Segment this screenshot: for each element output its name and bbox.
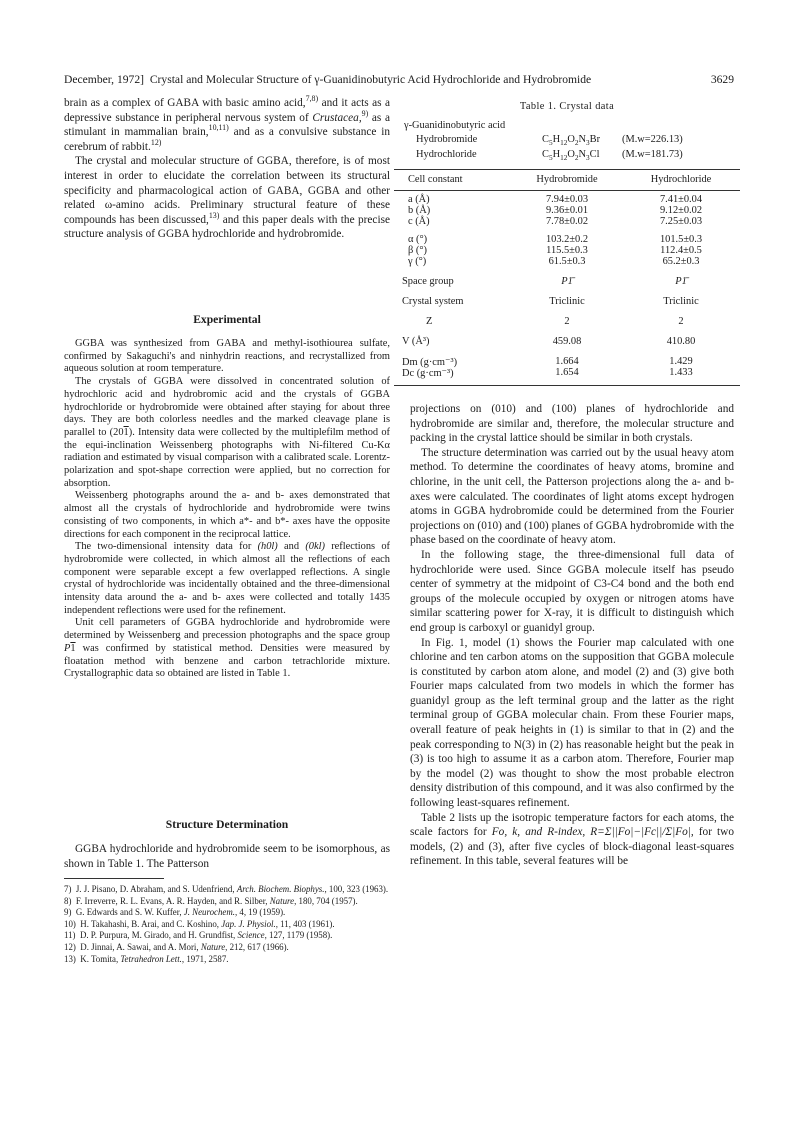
footnote-rule — [64, 878, 164, 879]
col-header: Cell constant — [408, 174, 463, 185]
reference-item: 10) H. Takahashi, B. Arai, and C. Koshino, Jap. J. Physiol., 11, 403 (1961). — [64, 918, 335, 929]
table-row: a (Å) 7.94±0.03 7.41±0.04 — [408, 194, 703, 205]
sd-paragraph-1: GGBA hydrochloride and hydrobromide seem to be isomorphous, as shown in Table 1. The Patterson — [64, 843, 390, 870]
table-header-row — [394, 174, 740, 187]
table-top-rule — [394, 169, 740, 170]
exp-paragraph-2a: The crystals of GGBA were dissolved in concentrated solution of hydrochloric acid and hydrobromic acid and the crystals of GGBA hydrochloride or hydrobromide were obtained after staying for about three days. They are both colorless needles and the marked cleavage plane is parallel to (20 — [64, 376, 390, 438]
exp-paragraph-5b: was confirmed by statistical method. Densities were measured by floatation method with benzene and carbon tetrachloride mixture. Crystallographic data so obtained are listed in Table 1. — [64, 642, 390, 680]
space-group-symbol: P — [64, 642, 71, 654]
intro-italic: Crustacea, — [312, 111, 362, 124]
conjunction: and — [277, 541, 306, 553]
exp-paragraph-4a: The two-dimensional intensity data for — [75, 541, 258, 553]
reference-item: 8) F. Irreverre, R. L. Evans, A. R. Hayden, and R. Silber, Nature, 180, 704 (1957). — [64, 895, 358, 906]
index-0kl: (0kl) — [305, 541, 325, 553]
reference-item: 9) G. Edwards and S. W. Kuffer, J. Neurochem., 4, 19 (1959). — [64, 907, 286, 918]
symbol-fo: Fo — [491, 826, 505, 839]
rc-paragraph-3: In the following stage, the three-dimensional full data of hydrochloride were used. Since GGBA molecule itself has pseudo center of symmetry at the midpoint of C3-C4 bond and the both end groups of the molecule occupied by oxygen or nitrogen atoms have similar scattering power for X-ray, it is difficult to distinguish which end group is carboxyl or guanidyl group. — [410, 548, 734, 634]
hbr-mw: (M.w=226.13) — [622, 134, 683, 145]
rc-paragraph-5b: for two models, (2) and (3), after five cycles of block-diagonal least-squares refinement. In this table, several features will be — [410, 826, 734, 868]
r-index-formula: , k, and R-index, R=Σ||Fo|−|Fc||/Σ|Fo|, — [504, 826, 699, 839]
overbar-one: 1 — [123, 426, 129, 438]
right-column-text — [410, 402, 734, 869]
intro-text-3: as a stimulant in mammalian brain, — [64, 111, 390, 139]
table-row: Crystal system Triclinic Triclinic — [402, 296, 699, 307]
hcl-label: Hydrochloride — [416, 149, 477, 160]
exp-paragraph-2b: ). Intensity data were collected by the multiplefilm method of the equi-inclination Weissenberg photographs with Ni-filtered Cu-Kα radiation and estimated by visual comparison with a calibrated scale. Lorentz-polarization and spot-shape correction were applied, but no correction for absorption. — [64, 426, 390, 489]
running-header — [64, 73, 734, 86]
col-header: Hydrochloride — [650, 174, 712, 185]
table-row: Z 2 2 — [426, 316, 684, 327]
reference-item: 11) D. P. Purpura, M. Girado, and H. Grundfist, Science, 127, 1179 (1958). — [64, 930, 333, 941]
overbar-one: 1 — [70, 642, 76, 654]
rc-paragraph-2: The structure determination was carried out by the usual heavy atom method. To determine the coordinates of heavy atoms, bromine and chlorine, in the unit cell, the Patterson projections along the a- and b- axes were calculated. The coordinates of light atoms except hydrogen atoms in GGBA hydrobromide could be determined from the Fourier projections on (010) and (100) planes of GGBA hydrobromide with the phase based on the coordinate of heavy atom. — [410, 446, 734, 547]
intro-paragraph — [64, 96, 390, 242]
rc-paragraph-1: projections on (010) and (100) planes of hydrochloride and hydrobromide are similar and, therefore, the molecular structure and packing in the crystal lattice should be similar in both crystals. — [410, 403, 734, 445]
header-rule — [394, 190, 740, 191]
intro-text-1: brain as a complex of GABA with basic amino acid, — [64, 97, 306, 109]
ref-mark: 13) — [208, 210, 220, 220]
structure-determination-heading: Structure Determination — [165, 818, 289, 831]
table-row: Space group P1̄ P1̄ — [402, 276, 687, 287]
table-row: γ (°) 61.5±0.3 65.2±0.3 — [408, 256, 700, 267]
reference-list — [64, 884, 390, 965]
ref-mark: 12) — [150, 138, 162, 148]
header-title: Crystal and Molecular Structure of γ-Guanidinobutyric Acid Hydrochloride and Hydrobromide — [149, 73, 592, 86]
index-h0l: (h0l) — [257, 541, 278, 553]
rc-paragraph-5a: Table 2 lists up the isotropic temperature factors for each atoms, the scale factors for — [410, 811, 734, 839]
exp-paragraph-1: GGBA was synthesized from GABA and methyl-isothiourea sulfate, confirmed by Sakaguchi's and ninhydrin reactions, and recrystallized from aqueous solution at room temperature. — [64, 338, 390, 375]
experimental-heading: Experimental — [193, 313, 261, 326]
intro-text-2: and it acts as a depressive substance in peripheral nervous system of — [64, 97, 390, 124]
exp-paragraph-5a: Unit cell parameters of GGBA hydrochloride and hydrobromide were determined by Weissenberg and precession photographs and the space group — [64, 617, 390, 642]
ref-mark: 7,8) — [305, 94, 319, 104]
para2-text-a: The crystal and molecular structure of GGBA, therefore, is of most interest in order to elucidate the correlation between its structural specificity and pharmacological action of GABA, GGBA and other related ω-amino acids. Preliminary structural feature of these compounds has been discussed, — [64, 155, 390, 226]
para2-text-b: and this paper deals with the precise structure analysis of GGBA hydrochloride and hydrobromide. — [64, 213, 390, 241]
table-row: b (Å) 9.36±0.01 9.12±0.02 — [408, 205, 703, 216]
reference-item: 12) D. Jinnai, A. Sawai, and A. Mori, Nature, 212, 617 (1966). — [64, 941, 289, 952]
table-row: α (°) 103.2±0.2 101.5±0.3 — [408, 234, 703, 245]
reference-item: 7) J. J. Pisano, D. Abraham, and S. Udenfriend, Arch. Biochem. Biophys., 100, 323 (1963). — [64, 884, 389, 894]
ref-mark: 10,11) — [208, 123, 229, 133]
compound-name: γ-Guanidinobutyric acid — [404, 120, 506, 131]
table-row: Dm (g·cm⁻³) 1.664 1.429 — [402, 356, 693, 368]
experimental-section — [64, 338, 390, 681]
hbr-label: Hydrobromide — [416, 134, 478, 145]
rc-paragraph-4: In Fig. 1, model (1) shows the Fourier map calculated with one chlorine and ten carbon atoms on the supposition that GGBA molecule is constituted by carbon atom alone, and model (2) and (3) give both Fourier maps calculated from two models in which the former has guanidyl group as the left terminal group and the latter as the right terminal group of GGBA molecular chain. From these Fourier maps, overall feature of peak heights in (1) is similar to that in (2) and the peak corresponding to N(3) in (2) has reasonable height but the peak in (3) is too high to assume it as a carbon atom. Therefore, Fourier map by the model (2) was thought to show the most probable electron density distribution of this compound, and it was also confirmed by the following least-squares refinement. — [410, 636, 734, 810]
table-caption: Table 1. Crystal data — [519, 101, 615, 112]
hcl-formula: $C_5H_{12}O_2N_3Cl$ — [542, 149, 600, 163]
ref-mark: 9) — [361, 108, 369, 118]
intro-text-4: and as a convulsive substance in cerebrum of rabbit. — [64, 126, 390, 153]
hcl-mw: (M.w=181.73) — [622, 149, 683, 160]
crystal-data-table — [394, 174, 740, 384]
hbr-formula: $C_5H_{12}O_2N_3Br$ — [542, 134, 601, 148]
page-number: 3629 — [710, 73, 734, 86]
exp-paragraph-4b: reflections of hydrobromide were collected, in which almost all the reflections of each component were separable except a few overlapped reflections. A single crystal of hydrochloride was incidentally obtained and the three-dimensional intensity data around the a- and b- axes were collected and totally 1435 independent reflections were used for the refinement. — [64, 541, 390, 616]
table-bottom-rule — [394, 385, 740, 386]
header-date: December, 1972] — [64, 73, 145, 86]
exp-paragraph-3: Weissenberg photographs around the a- and b- axes demonstrated that almost all the crystals of hydrochloride and hydrobromide were twins consisting of two components, in which a*- and b*- axes have the opposite directions for each component in the reciprocal lattice. — [64, 490, 390, 540]
table-row: β (°) 115.5±0.3 112.4±0.5 — [408, 245, 702, 256]
table-row: V (Å³) 459.08 410.80 — [402, 336, 696, 347]
table-row: Dc (g·cm⁻³) 1.654 1.433 — [402, 367, 693, 379]
col-header: Hydrobromide — [536, 174, 598, 185]
table-row: c (Å) 7.78±0.02 7.25±0.03 — [408, 216, 703, 227]
reference-item: 13) K. Tomita, Tetrahedron Lett., 1971, 2587. — [64, 953, 229, 964]
